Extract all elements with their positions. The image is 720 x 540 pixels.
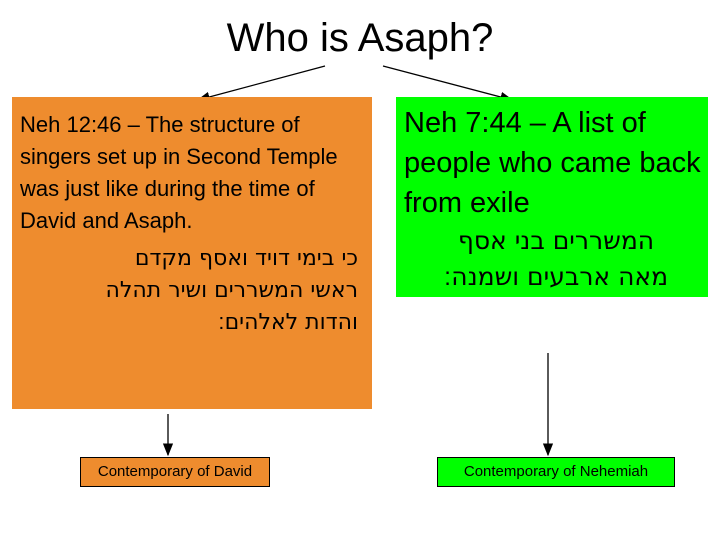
neh-7-44-box (396, 97, 708, 297)
arrow-title-to-right (383, 66, 512, 100)
neh-12-46-english: Neh 12:46 – The structure of singers set up in Second Temple was just like during the time of David and Asaph. (20, 112, 338, 233)
neh-7-44-hebrew (404, 223, 708, 295)
contemporary-of-david-label: Contemporary of David (80, 457, 270, 487)
neh-7-44-english: Neh 7:44 – A list of people who came back from exile (404, 107, 701, 219)
neh-12-46-hebrew (20, 243, 358, 339)
hebrew-line: המשררים בני אסף (457, 226, 655, 255)
arrow-title-to-left (198, 66, 325, 100)
hebrew-line: מאה ארבעים ושמנה׃ (443, 262, 669, 291)
neh-12-46-box (12, 97, 372, 409)
page-title: Who is Asaph? (226, 16, 494, 60)
hebrew-line: ראשי המשררים ושיר תהלה (105, 278, 358, 303)
contemporary-of-nehemiah-label: Contemporary of Nehemiah (437, 457, 675, 487)
hebrew-line: כי בימי דויד ואסף מקדם (134, 246, 358, 271)
hebrew-line: והדות לאלהים׃ (218, 310, 358, 335)
